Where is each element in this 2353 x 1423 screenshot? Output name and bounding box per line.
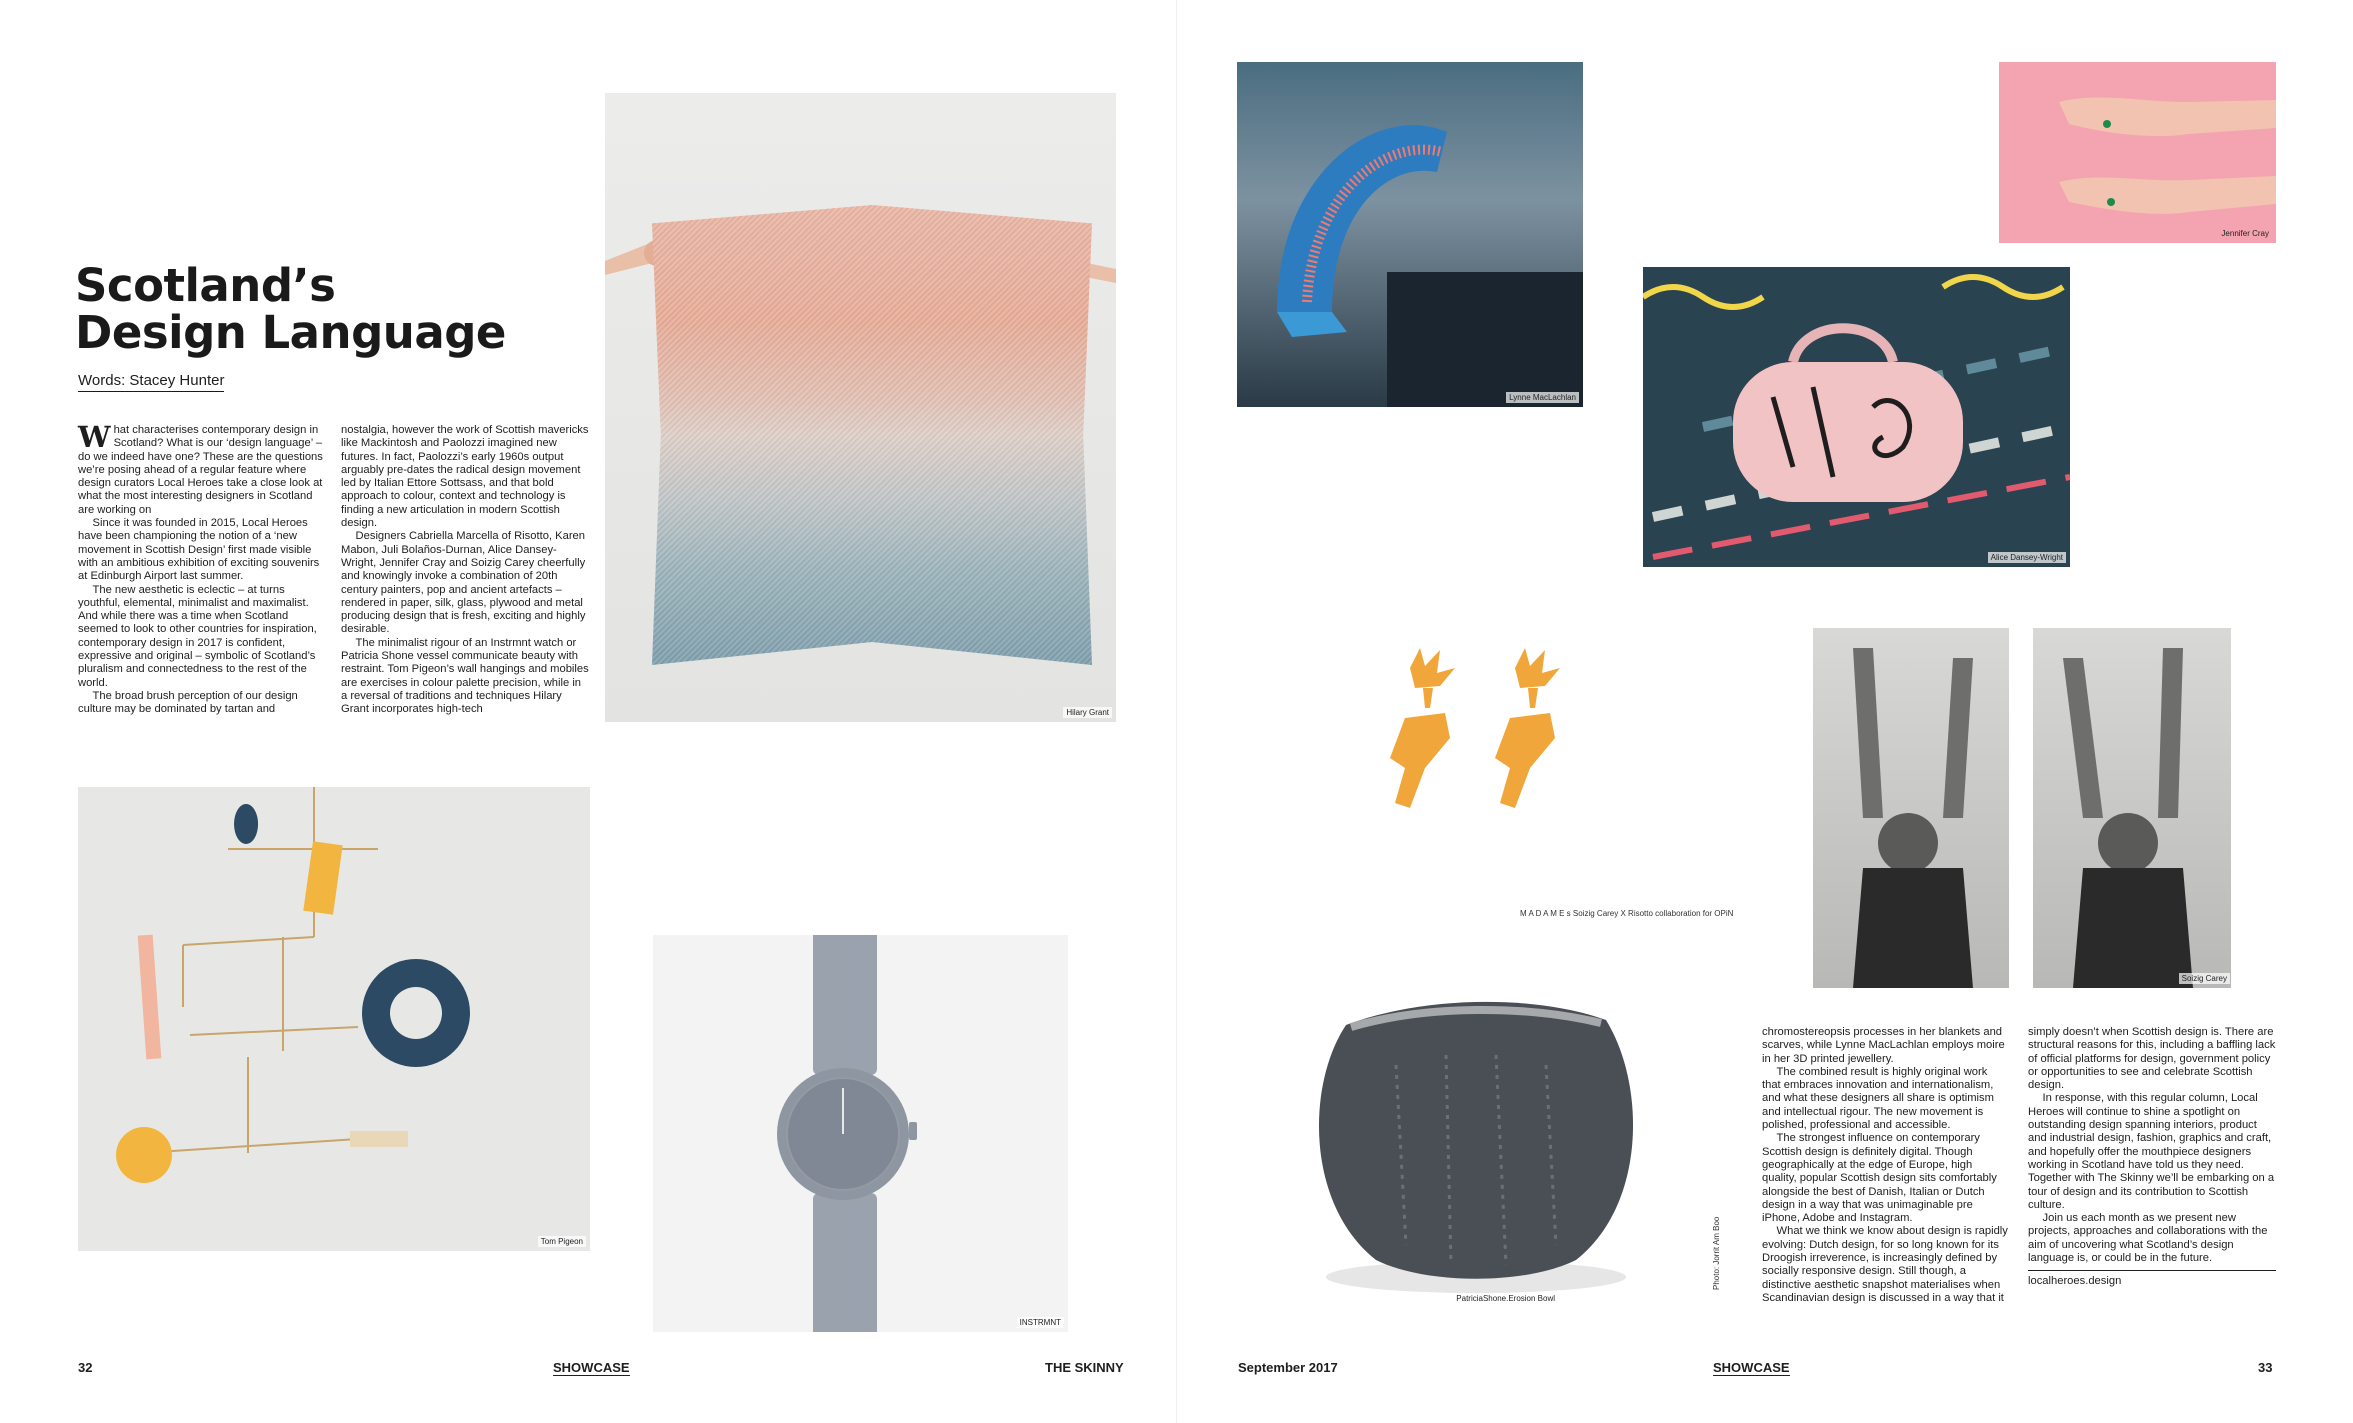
mobile-illustration <box>78 787 590 1251</box>
paragraph: The broad brush perception of our design culture may be dominated by tartan and <box>78 689 298 716</box>
page-number-right: 33 <box>2258 1360 2273 1375</box>
caption-soizig-carey: Soizig Carey <box>2179 973 2230 984</box>
paragraph: nostalgia, however the work of Scottish mavericks like Mackintosh and Paolozzi imagined new futures. In fact, Paolozzi’s early 1960s output arguably pre-dates the radical design movement led by Italian Ettore Sottsass, and that bold approach to colour, context and technology is finding a new articulation in modern Scottish design. <box>341 424 589 530</box>
caption-hilary-grant: Hilary Grant <box>1063 707 1112 718</box>
hands-illustration <box>1999 62 2276 243</box>
caption-lynne-maclachlan: Lynne MacLachlan <box>1506 392 1579 403</box>
text-column-3 <box>1762 1026 2008 1305</box>
paragraph: simply doesn’t when Scottish design is. There are structural reasons for this, including a baffling lack of official platforms for design, government policy or opportunities to see and celebrate Scottish design. <box>2028 1026 2276 1092</box>
brand-logo-text: THE SKINNY <box>1045 1360 1124 1375</box>
paragraph: In response, with this regular column, Local Heroes will continue to shine a spotlight on outstanding design spanning interiors, product and industrial design, fashion, graphics and craft, and hopefully offer the mouthpiece designers working in Scotland have told us they need. Together with The Skinny we’ll be embarking on a tour of design and its contribution to Scottish culture. <box>2028 1092 2275 1211</box>
caption-instrmnt: INSTRMNT <box>1017 1317 1064 1328</box>
tom-pigeon-mobile-photo <box>78 787 590 1251</box>
page-gutter <box>1176 0 1177 1423</box>
text-column-2 <box>341 424 589 717</box>
earrings-illustration <box>1355 628 1655 878</box>
lynne-maclachlan-photo <box>1237 62 1583 407</box>
pink-bar <box>138 935 162 1060</box>
bag-illustration <box>1643 267 2070 567</box>
soizig-carey-panel-1 <box>1813 628 2009 988</box>
paragraph: chromostereopsis processes in her blankets and scarves, while Lynne MacLachlan employs moire in her 3D printed jewellery. <box>1762 1026 2005 1065</box>
instrmnt-watch-photo <box>653 935 1068 1332</box>
soizig-carey-photo <box>1810 628 2234 988</box>
end-rule <box>2028 1270 2276 1271</box>
alice-dansey-wright-photo <box>1643 267 2070 567</box>
jennifer-cray-photo <box>1999 62 2276 243</box>
paragraph: What we think we know about design is rapidly evolving: Dutch design, for so long known for its Droogish irreverence, is increasingly defined by socially responsive design. Still though, a distinctive aesthetic snapshot materialises when Scandinavian design is discussed in a way that it <box>1762 1225 2008 1304</box>
drop-cap: W <box>78 420 111 454</box>
photo-credit: Photo: Jorrit Am Boo <box>1712 1216 1721 1290</box>
paragraph: The strongest influence on contemporary Scottish design is definitely digital. Though geographically at the edge of Europe, high quality, popular Scottish design sits comfortably alongside the best of Danish, Italian or Dutch design in a way that was unimaginable pre iPhone, Adobe and Instagram. <box>1762 1132 1997 1225</box>
paragraph: The minimalist rigour of an Instrmnt watch or Patricia Shone vessel communicate beauty with restraint. Tom Pigeon’s wall hangings and mobiles are exercises in colour palette precision, while in a reversal of traditions and techniques Hilary Grant incorporates high-tech <box>341 636 589 716</box>
bowl-illustration <box>1276 965 1708 1308</box>
watch-second-hand <box>842 1088 844 1134</box>
navy-semicircle <box>234 804 258 844</box>
watch-strap-top <box>813 935 877 1075</box>
hilary-grant-shawl-photo <box>605 93 1116 722</box>
shawl-fabric <box>652 205 1092 665</box>
section-label-left: SHOWCASE <box>553 1360 630 1375</box>
section-label-right: SHOWCASE <box>1713 1360 1790 1375</box>
caption-madame: M A D A M E s Soizig Carey X Risotto collaboration for OPiN <box>1520 909 1734 918</box>
paragraph: The combined result is highly original work that embraces innovation and internationalism, and what these designers all share is optimism and intellectual rigour. The new movement is polished, professional and accessible. <box>1762 1065 1994 1132</box>
text-column-4 <box>2028 1026 2276 1289</box>
caption-jennifer-cray: Jennifer Cray <box>2221 229 2269 238</box>
yellow-disc <box>116 1127 172 1183</box>
madame-earrings-photo <box>1355 628 1655 878</box>
paragraph: Join us each month as we present new projects, approaches and collaborations with the aim of uncovering what Scotland’s design language is, or could be in the future. <box>2028 1212 2268 1265</box>
byline: Words: Stacey Hunter <box>78 372 224 392</box>
soizig-carey-panel-2 <box>2033 628 2231 988</box>
caption-patricia-shone: PatriciaShone.Erosion Bowl <box>1453 1293 1558 1304</box>
cream-bar <box>350 1131 408 1147</box>
article-headline <box>75 259 506 359</box>
watch-strap-bottom <box>813 1193 877 1332</box>
paragraph: Since it was founded in 2015, Local Heroes have been championing the notion of a ‘new movement in Scottish Design’ first made visible with an ambitious exhibition of exciting souvenirs at Edinburgh Airport last summer. <box>78 517 320 583</box>
page-number-left: 32 <box>78 1360 93 1375</box>
paragraph: The new aesthetic is eclectic – at turns youthful, elemental, minimalist and maximalist. And while there was a time when Scotland seemed to look to other countries for inspiration, contemporary design in 2017 is confident, expressive and original – symbolic of Scotland’s pluralism and connectedness to the rest of the world. <box>78 583 317 689</box>
sculpture-illustration <box>1237 62 1583 407</box>
watch-crown <box>909 1122 917 1140</box>
issue-date: September 2017 <box>1238 1360 1338 1375</box>
caption-tom-pigeon: Tom Pigeon <box>538 1236 586 1247</box>
caption-alice-dansey-wright: Alice Dansey-Wright <box>1988 552 2066 563</box>
patricia-shone-bowl-photo <box>1276 965 1708 1308</box>
weblink[interactable]: localheroes.design <box>2028 1275 2122 1288</box>
paragraph: What characterises contemporary design in Scotland? What is our ‘design language’ – do we indeed have one? These are the questions we’re posing ahead of a regular feature where design curators Local Heroes take a close look at what the most interesting designers in Scotland are working on <box>78 420 323 516</box>
headline-line-1: Scotland’s <box>75 259 336 312</box>
yellow-block <box>303 841 342 914</box>
headline-line-2: Design Language <box>75 306 506 359</box>
text-column-1 <box>78 420 323 717</box>
paragraph: Designers Cabriella Marcella of Risotto, Karen Mabon, Juli Bolaños-Durnan, Alice Dansey-Wright, Jennifer Cray and Soizig Carey cheerfully and knowingly invoke a combination of 20th century painters, pop and ancient artefacts – rendered in paper, silk, glass, plywood and metal producing design that is fresh, exciting and highly desirable. <box>341 530 586 636</box>
